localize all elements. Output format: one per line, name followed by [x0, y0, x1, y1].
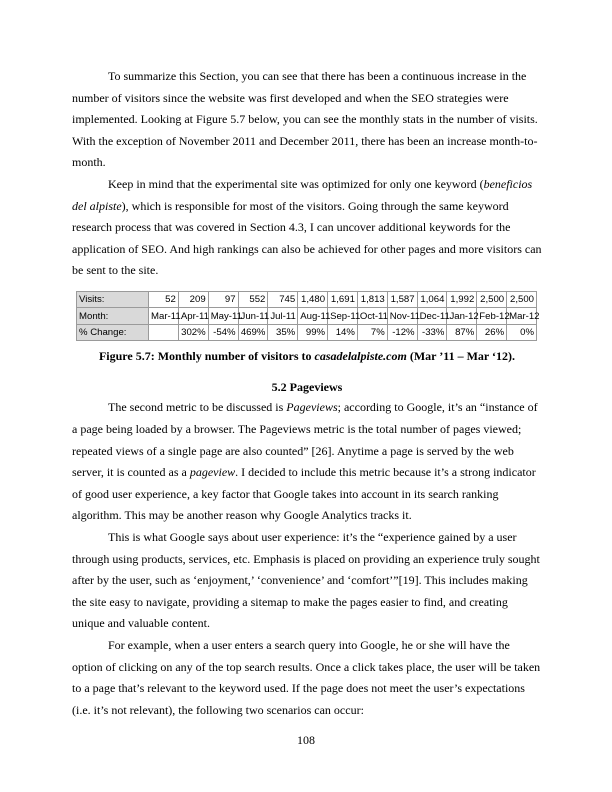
table-cell: 97 [208, 291, 238, 308]
table-cell: 1,480 [298, 291, 328, 308]
table-cell: May-11 [208, 308, 238, 325]
table-cell: 1,064 [417, 291, 447, 308]
text-run: Keep in mind that the experimental site was optimized for only one keyword ( [108, 176, 484, 191]
table-cell: 1,992 [447, 291, 477, 308]
table-cell: 2,500 [477, 291, 507, 308]
table-cell: Aug-11 [298, 308, 328, 325]
table-cell: Feb-12 [477, 308, 507, 325]
table-cell: Dec-11 [417, 308, 447, 325]
paragraph-summary: To summarize this Section, you can see that there has been a continuous increase in the number of visitors since the website was first developed and when the SEO strategies were implemented. Looking at Figure 5.7 below, you can see the monthly stats in the number of visits. With the exception of November 2011 and December 2011, there has been an increase month-to-month. [72, 69, 538, 170]
term-italic: Pageviews [286, 400, 338, 415]
term-italic: pageview [189, 465, 236, 480]
table-cell: 52 [149, 291, 179, 308]
table-cell: 2,500 [507, 291, 537, 308]
table-cell: Mar-12 [507, 308, 537, 325]
table-cell: Sep-11 [328, 308, 358, 325]
table-cell: 26% [477, 324, 507, 341]
caption-text: (Mar ’11 – Mar ‘12). [406, 349, 516, 364]
table-cell: 1,813 [357, 291, 387, 308]
figure-caption [72, 347, 542, 365]
section-heading: 5.2 Pageviews [271, 380, 343, 395]
visits-table [76, 291, 540, 342]
table-cell: 209 [178, 291, 208, 308]
text-run: ; according to Google, it’s an “instance of a page being loaded by a browser. The Pageviews metric is the total number of pages viewed; repeated views of a single page are also counted” [26]. Anytime a page is served by the web server, it is counted as a [72, 400, 538, 480]
table-cell: 87% [447, 324, 477, 341]
page-number: 108 [297, 733, 315, 747]
row-label: Month: [77, 308, 149, 325]
text-run: . I decided to include this metric because it’s a strong indicator of good user experience, a key factor that Google takes into account in its search ranking algorithm. This may be another reason why Google Analytics tracks it. [72, 465, 536, 523]
table-cell: 14% [328, 324, 358, 341]
caption-text: Figure 5.7: Monthly number of visitors to [98, 349, 315, 364]
visits-row [77, 291, 537, 308]
row-label: % Change: [77, 324, 149, 341]
table-cell: 1,691 [328, 291, 358, 308]
table-cell: 99% [298, 324, 328, 341]
paragraph-keyword [72, 174, 542, 282]
keyword-italic: beneficios del alpiste [72, 176, 533, 213]
figure-5-7 [72, 291, 542, 366]
table-cell: 302% [178, 324, 208, 341]
caption-site-italic: casadelalpiste.com [314, 349, 407, 364]
table-cell: Oct-11 [357, 308, 387, 325]
table-cell: -12% [387, 324, 417, 341]
document-page [72, 66, 542, 721]
table-cell [149, 324, 179, 341]
row-label: Visits: [77, 291, 149, 308]
table-cell: 745 [268, 291, 298, 308]
text-run: The second metric to be discussed is [108, 400, 287, 415]
table-cell: Jul-11 [268, 308, 298, 325]
table-cell: Jun-11 [238, 308, 268, 325]
paragraph-example: For example, when a user enters a search query into Google, he or she will have the option of clicking on any of the top search results. Once a click takes place, the user will be taken to a page that’s relevant to the keyword used. If the page does not meet the user’s expectations (i.e. it’s not relevant), the following two scenarios can occur: [72, 637, 541, 717]
table-cell: Jan-12 [447, 308, 477, 325]
table-cell: 0% [507, 324, 537, 341]
table-cell: 1,587 [387, 291, 417, 308]
table-cell: Mar-11 [149, 308, 179, 325]
table-cell: 469% [238, 324, 268, 341]
table-cell: -54% [208, 324, 238, 341]
paragraph-user-experience: This is what Google says about user experience: it’s the “experience gained by a user through using products, services, etc. Emphasis is placed on providing an experience truly sought after by the user, such as ‘enjoyment,’ ‘convenience’ and ‘comfort’”[19]. This includes making the site easy to navigate, providing a sitemap to make the pages easier to find, and creating unique and valuable content. [72, 530, 540, 631]
table-cell: -33% [417, 324, 447, 341]
table-cell: 7% [357, 324, 387, 341]
table-cell: 552 [238, 291, 268, 308]
paragraph-pageviews [72, 397, 542, 527]
table-cell: Apr-11 [178, 308, 208, 325]
table-cell: 35% [268, 324, 298, 341]
table-cell: Nov-11 [387, 308, 417, 325]
month-row [77, 308, 537, 325]
change-row [77, 324, 537, 341]
text-run: ), which is responsible for most of the visitors. Going through the same keyword research process that was covered in Section 4.3, I can uncover additional keywords for the application of SEO. And high rankings can also be achieved for other pages and more visitors can be sent to the site. [72, 198, 542, 278]
